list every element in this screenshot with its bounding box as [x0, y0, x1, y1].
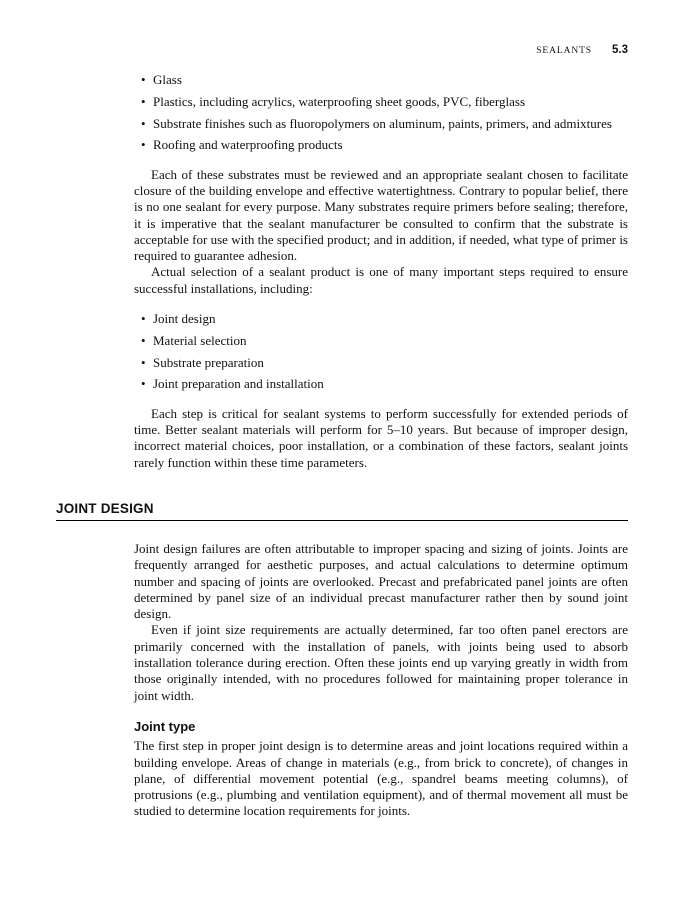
list-item: • Joint design: [134, 311, 628, 327]
list-item: • Material selection: [134, 333, 628, 349]
intro-section: [134, 72, 628, 471]
steps-list: [134, 311, 628, 393]
list-item: • Glass: [134, 72, 628, 88]
paragraph-joint-failures: Joint design failures are often attributable to improper spacing and sizing of joints. Joints are frequently arranged for aesthetic purposes, and actual calculations to determine optimum number and spacing of joints are overlooked. Precast and prefabricated panel joints are often determined by panel size of an individual precast manufacturer rather then by sound joint design.: [134, 540, 628, 622]
page-number: 5.3: [612, 44, 628, 56]
list-item: • Joint preparation and installation: [134, 376, 628, 392]
section-heading: JOINT DESIGN: [56, 500, 154, 516]
substrate-list: [134, 72, 628, 154]
paragraph-critical-steps: Each step is critical for sealant systems to perform successfully for extended periods of time. Better sealant materials will perform for 5–10 years. But because of improper design, incorrect material choices, poor installation, or a combination of these factors, sealant joints rarely function within these time parameters.: [134, 405, 628, 470]
paragraph-joint-type: The first step in proper joint design is to determine areas and joint locations required within a building envelope. Areas of change in materials (e.g., from brick to concrete), of changes in plane, of differential movement potential (e.g., spandrel beams meeting columns), of protrusions (e.g., plumbing and ventilation equipment), and of thermal movement all must be studied to determine location requirements for joints.: [134, 738, 628, 819]
list-item: • Substrate finishes such as fluoropolymers on aluminum, paints, primers, and admixtures: [134, 116, 628, 132]
subsection-heading-joint-type: Joint type: [134, 718, 196, 734]
joint-design-section: [56, 501, 628, 820]
paragraph-selection: Actual selection of a sealant product is one of many important steps required to ensure successful installations, including:: [134, 264, 628, 296]
list-item: • Roofing and waterproofing products: [134, 137, 628, 153]
section-heading-rule: [56, 501, 628, 521]
list-item: • Plastics, including acrylics, waterproofing sheet goods, PVC, fiberglass: [134, 94, 628, 110]
list-item: • Substrate preparation: [134, 355, 628, 371]
page-header: [56, 44, 628, 56]
paragraph-substrate-review: Each of these substrates must be reviewed and an appropriate sealant chosen to facilitate closure of the building envelope and effective watertightness. Contrary to popular belief, there is no one sealant for every purpose. Many substrates require primers before sealing; therefore, it is imperative that the sealant manufacturer be consulted to confirm that the substrate is acceptable for use with the specified product; and in addition, if needed, what type of primer is required to guarantee adhesion.: [134, 166, 628, 264]
paragraph-panel-erectors: Even if joint size requirements are actually determined, far too often panel erectors are primarily concerned with the installation of panels, with joints being used to absorb installation tolerance during erection. Often these joints end up varying greatly in width from those originally intended, with no procedures followed for maintaining proper tolerance in joint width.: [134, 622, 628, 703]
running-title: SEALANTS: [536, 46, 592, 56]
joint-design-body: [134, 541, 628, 820]
